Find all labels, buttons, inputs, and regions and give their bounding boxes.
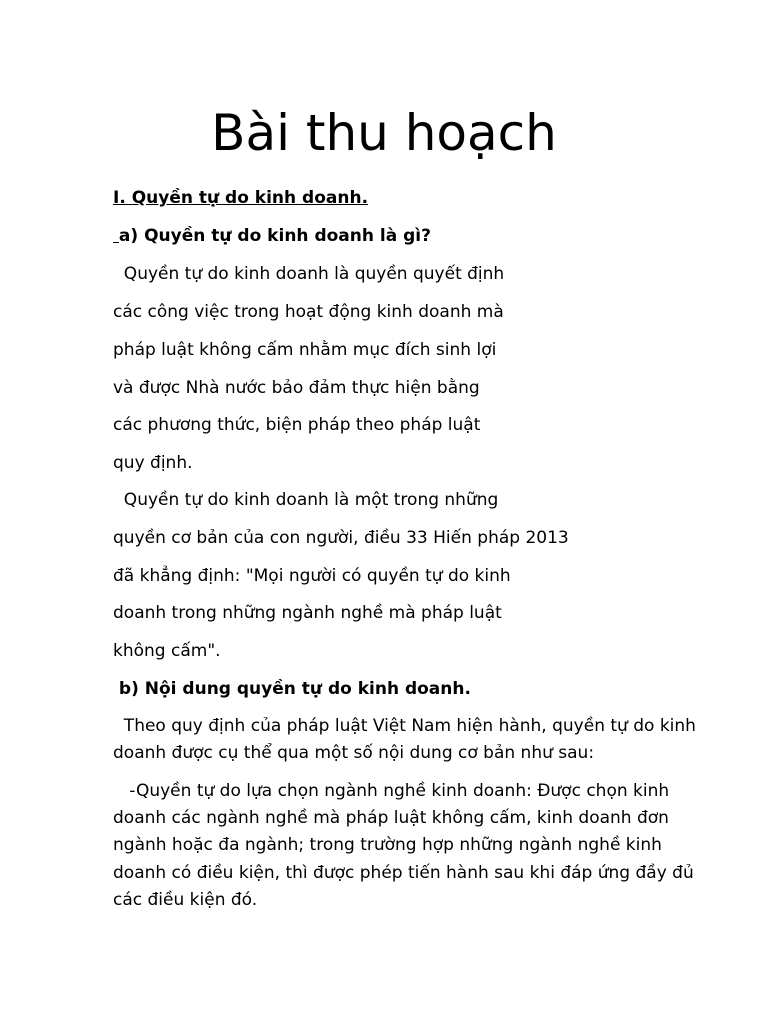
paragraph-line: doanh có điều kiện, thì được phép tiến hành sau khi đáp ứng đầy đủ [113, 863, 694, 883]
paragraph-line: không cấm". [113, 641, 221, 661]
paragraph-line: doanh trong những ngành nghề mà pháp luật [113, 603, 502, 623]
subheading-a [113, 224, 431, 248]
paragraph-line: quyền cơ bản của con người, điều 33 Hiến pháp 2013 [113, 528, 569, 548]
paragraph-line: -Quyền tự do lựa chọn ngành nghề kinh doanh: Được chọn kinh [113, 781, 670, 801]
paragraph-line: Quyền tự do kinh doanh là quyền quyết định [113, 264, 505, 284]
paragraph-line: và được Nhà nước bảo đảm thực hiện bằng [113, 378, 480, 398]
paragraph-line: Quyền tự do kinh doanh là một trong những [113, 490, 499, 510]
subheading-a-text: a) Quyền tự do kinh doanh là gì? [118, 226, 431, 246]
paragraph-line: Theo quy định của pháp luật Việt Nam hiện hành, quyền tự do kinh [113, 716, 696, 736]
paragraph-line: các điều kiện đó. [113, 890, 258, 910]
paragraph-line: doanh các ngành nghề mà pháp luật không cấm, kinh doanh đơn [113, 808, 669, 828]
paragraph-line: các phương thức, biện pháp theo pháp luật [113, 415, 481, 435]
paragraph-line: ngành hoặc đa ngành; trong trường hợp những ngành nghề kinh [113, 835, 662, 855]
section-heading: I. Quyền tự do kinh doanh. [113, 188, 369, 208]
document-title: Bài thu hoạch [211, 104, 557, 162]
paragraph-line: pháp luật không cấm nhằm mục đích sinh lợi [113, 340, 497, 360]
paragraph-line: đã khẳng định: "Mọi người có quyền tự do kinh [113, 566, 511, 586]
paragraph-line: quy định. [113, 453, 193, 473]
paragraph-line: các công việc trong hoạt động kinh doanh mà [113, 302, 504, 322]
paragraph-line: doanh được cụ thể qua một số nội dung cơ bản như sau: [113, 743, 595, 763]
subheading-b: b) Nội dung quyền tự do kinh doanh. [113, 679, 471, 699]
